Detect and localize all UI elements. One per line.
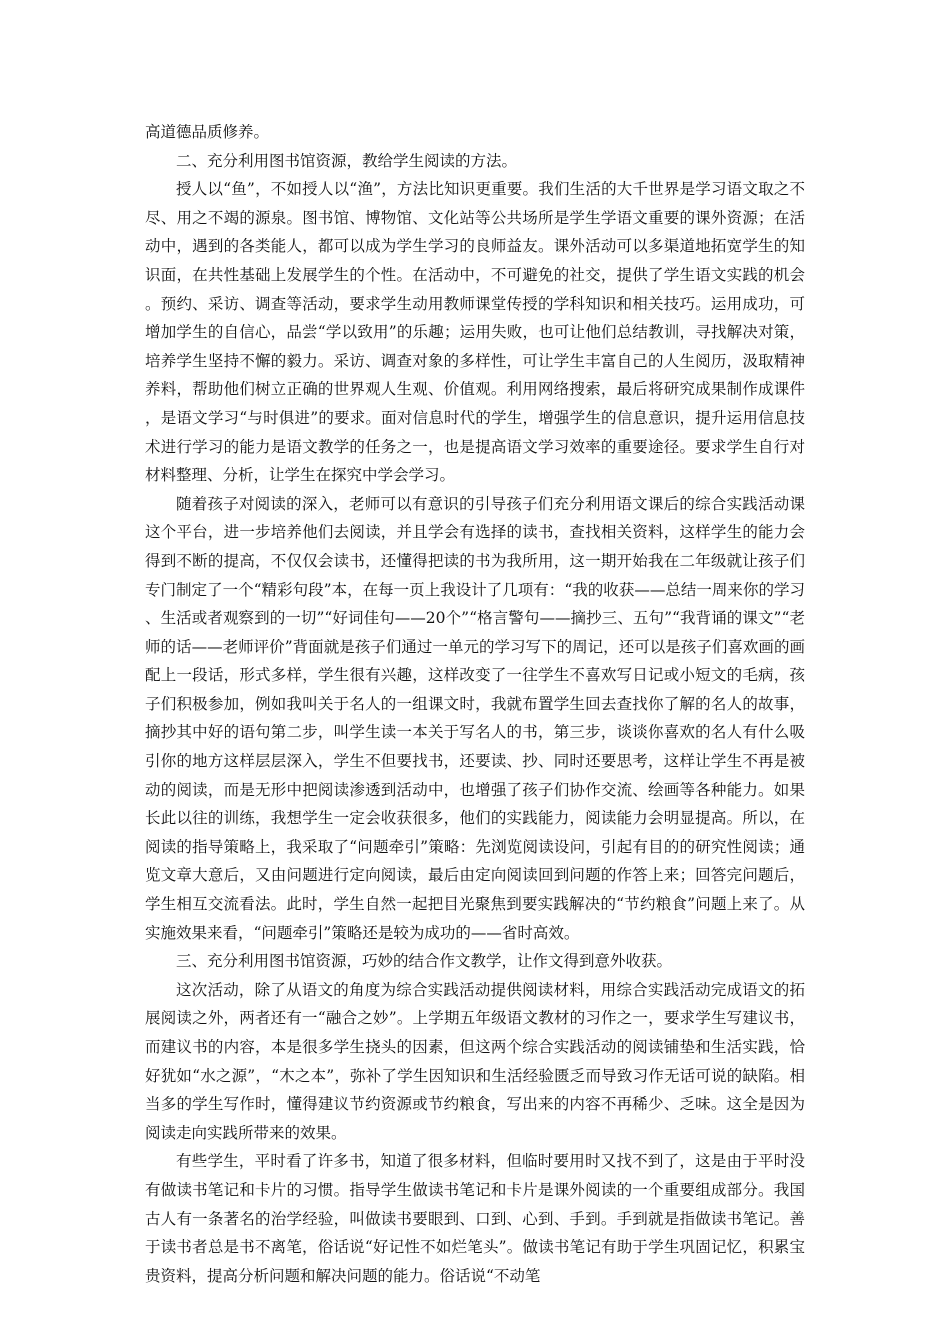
paragraph-continued: 高道德品质修养。 [145,123,270,141]
section-heading-3: 三、充分利用图书馆资源，巧妙的结合作文教学，让作文得到意外收获。 [176,952,673,971]
section-heading-2: 二、充分利用图书馆资源，教给学生阅读的方法。 [176,151,518,170]
paragraph-reading-notes: 有些学生，平时看了许多书，知道了很多材料，但临时要用时又找不到了，这是由于平时没有做读书笔记和卡片的习惯。指导学生做读书笔记和卡片是课外阅读的一个重要组成部分。我国古人有一条著名的治学经验，叫做读书要眼到、口到、心到、手到。手到就是指做读书笔记。善于读书者总是书不离笔，俗话说“好记性不如烂笔头”。做读书笔记有助于学生巩固记忆，积累宝贵资料，提高分析问题和解决问题的能力。俗话说“不动笔 [145,1152,805,1285]
paragraph-reading-method: 授人以“鱼”，不如授人以“渔”，方法比知识更重要。我们生活的大千世界是学习语文取之不尽、用之不竭的源泉。图书馆、博物馆、文化站等公共场所是学生学语文重要的课外资源；在活动中，遇到的各类能人，都可以成为学生学习的良师益友。课外活动可以多渠道地拓宽学生的知识面，在共性基础上发展学生的个性。在活动中，不可避免的社交，提供了学生语文实践的机会。预约、采访、调查等活动，要求学生动用教师课堂传授的学科知识和相关技巧。运用成功，可增加学生的自信心，品尝“学以致用”的乐趣；运用失败，也可让他们总结教训，寻找解决对策，培养学生坚持不懈的毅力。采访、调查对象的多样性，可让学生丰富自己的人生阅历，汲取精神养料，帮助他们树立正确的世界观人生观、价值观。利用网络搜索，最后将研究成果制作成课件，是语文学习“与时俱进”的要求。面对信息时代的学生，增强学生的信息意识，提升运用信息技术进行学习的能力是语文教学的任务之一，也是提高语文学习效率的重要途径。要求学生自行对材料整理、分析，让学生在探究中学会学习。 [145,180,805,485]
paragraph-practice-activity: 随着孩子对阅读的深入，老师可以有意识的引导孩子们充分利用语文课后的综合实践活动课这个平台，进一步培养他们去阅读，并且学会有选择的读书，查找相关资料，这样学生的能力会得到不断的提高，不仅仅会读书，还懂得把读的书为我所用，这一期开始我在二年级就让孩子们专门制定了一个“精彩句段”本，在每一页上我设计了几项有：“我的收获——总结一周来你的学习、生活或者观察到的一切”“好词佳句——20个”“格言警句——摘抄三、五句”“我背诵的课文”“老师的话——老师评价”背面就是孩子们通过一单元的学习写下的周记，还可以是孩子们喜欢画的画配上一段话，形式多样，学生很有兴趣，这样改变了一往学生不喜欢写日记或小短文的毛病，孩子们积极参加，例如我叫关于名人的一组课文时，我就布置学生回去查找你了解的名人的故事，摘抄其中好的语句第二步，叫学生读一本关于写名人的书，第三步，谈谈你喜欢的名人有什么吸引你的地方这样层层深入，学生不但要找书，还要读、抄、同时还要思考，这样让学生不再是被动的阅读，而是无形中把阅读渗透到活动中，也增强了孩子们协作交流、绘画等各种能力。如果长此以往的训练，我想学生一定会收获很多，他们的实践能力，阅读能力会明显提高。所以，在阅读的指导策略上，我采取了“问题牵引”策略：先浏览阅读设问，引起有目的的研究性阅读；通览文章大意后，又由问题进行定向阅读，最后由定向阅读回到问题的作答上来；回答完问题后，学生相互交流看法。此时，学生自然一起把目光聚焦到要实践解决的“节约粮食”问题上来了。从实施效果来看，“问题牵引”策略还是较为成功的——省时高效。 [145,494,805,942]
paragraph-writing-integration: 这次活动，除了从语文的角度为综合实践活动提供阅读材料，用综合实践活动完成语文的拓展阅读之外，两者还有一“融合之妙”。上学期五年级语文教材的习作之一，要求学生写建议书，而建议书的内容，本是很多学生挠头的因素，但这两个综合实践活动的阅读铺垫和生活实践，恰好犹如“水之源”，“木之本”，弥补了学生因知识和生活经验匮乏而导致习作无话可说的缺陷。相当多的学生写作时，懂得建议节约资源或节约粮食，写出来的内容不再稀少、乏味。这全是因为阅读走向实践所带来的效果。 [145,980,805,1142]
document-page [145,118,805,1290]
